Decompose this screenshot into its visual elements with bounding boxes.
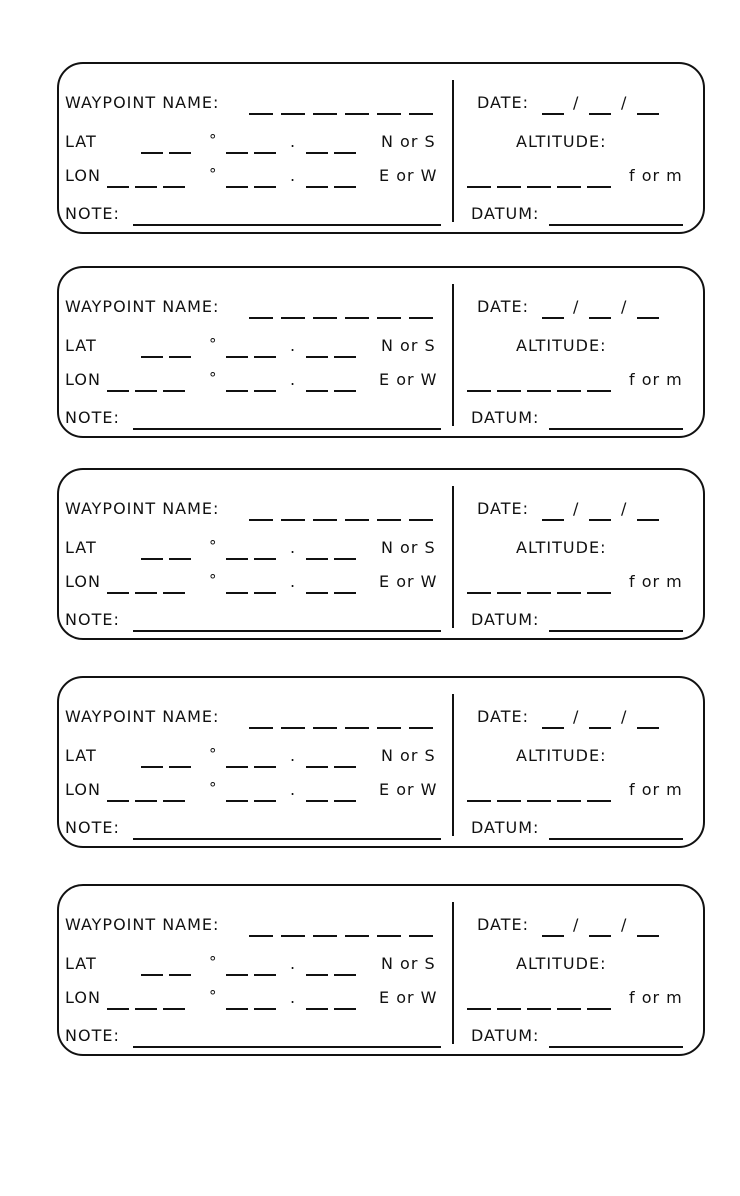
altitude-unit-label: f or m xyxy=(629,780,683,799)
altitude-blank[interactable] xyxy=(527,592,551,594)
waypoint-name-blank[interactable] xyxy=(345,935,369,937)
lat-minute-blank[interactable] xyxy=(226,766,248,768)
lat-decimal-blank[interactable] xyxy=(334,152,356,154)
waypoint-name-row xyxy=(59,296,707,322)
note-row xyxy=(59,817,707,843)
degree-symbol: ° xyxy=(209,369,218,387)
datum-blank[interactable] xyxy=(549,1046,683,1048)
waypoint-name-blank[interactable] xyxy=(313,935,337,937)
lat-decimal-blank[interactable] xyxy=(306,558,328,560)
date-year-blank[interactable] xyxy=(637,317,659,319)
waypoint-name-label: WAYPOINT NAME: xyxy=(65,707,220,726)
waypoint-card xyxy=(57,468,705,640)
east-west-label: E or W xyxy=(379,166,438,185)
lat-decimal-blank[interactable] xyxy=(334,974,356,976)
waypoint-name-blank[interactable] xyxy=(409,727,433,729)
lon-minute-blank[interactable] xyxy=(254,186,276,188)
lat-degree-blank[interactable] xyxy=(169,356,191,358)
waypoint-name-label: WAYPOINT NAME: xyxy=(65,915,220,934)
note-row xyxy=(59,407,707,433)
lat-minute-blank[interactable] xyxy=(254,356,276,358)
waypoint-name-blank[interactable] xyxy=(281,727,305,729)
waypoint-name-blank[interactable] xyxy=(409,519,433,521)
waypoint-name-blank[interactable] xyxy=(345,317,369,319)
east-west-label: E or W xyxy=(379,370,438,389)
altitude-blank[interactable] xyxy=(467,390,491,392)
lat-degree-blank[interactable] xyxy=(169,152,191,154)
degree-symbol: ° xyxy=(209,953,218,971)
lon-minute-blank[interactable] xyxy=(254,1008,276,1010)
altitude-blank[interactable] xyxy=(557,1008,581,1010)
waypoint-name-blank[interactable] xyxy=(249,519,273,521)
lat-decimal-blank[interactable] xyxy=(306,152,328,154)
lat-decimal-blank[interactable] xyxy=(306,356,328,358)
waypoint-name-blank[interactable] xyxy=(281,317,305,319)
lon-decimal-blank[interactable] xyxy=(306,1008,328,1010)
date-label: DATE: xyxy=(477,707,530,726)
altitude-blank[interactable] xyxy=(587,800,611,802)
lat-degree-blank[interactable] xyxy=(141,558,163,560)
altitude-blank[interactable] xyxy=(467,800,491,802)
note-label: NOTE: xyxy=(65,610,120,629)
date-day-blank[interactable] xyxy=(589,317,611,319)
datum-label: DATUM: xyxy=(471,818,540,837)
lat-degree-blank[interactable] xyxy=(141,974,163,976)
waypoint-name-blank[interactable] xyxy=(249,935,273,937)
longitude-row xyxy=(59,779,707,805)
altitude-label: ALTITUDE: xyxy=(516,538,607,557)
lat-degree-blank[interactable] xyxy=(141,356,163,358)
altitude-unit-label: f or m xyxy=(629,572,683,591)
decimal-point: . xyxy=(290,572,297,591)
date-day-blank[interactable] xyxy=(589,113,611,115)
lon-degree-blank[interactable] xyxy=(135,800,157,802)
waypoint-name-blank[interactable] xyxy=(377,519,401,521)
longitude-row xyxy=(59,165,707,191)
north-south-label: N or S xyxy=(381,538,436,557)
waypoint-name-label: WAYPOINT NAME: xyxy=(65,93,220,112)
latitude-label: LAT xyxy=(65,954,97,973)
lon-decimal-blank[interactable] xyxy=(334,390,356,392)
note-blank[interactable] xyxy=(133,1046,441,1048)
waypoint-name-blank[interactable] xyxy=(249,113,273,115)
altitude-blank[interactable] xyxy=(467,1008,491,1010)
date-slash: / xyxy=(573,93,580,112)
latitude-label: LAT xyxy=(65,746,97,765)
lon-degree-blank[interactable] xyxy=(163,390,185,392)
altitude-blank[interactable] xyxy=(557,592,581,594)
altitude-blank[interactable] xyxy=(557,186,581,188)
waypoint-name-blank[interactable] xyxy=(281,113,305,115)
lat-minute-blank[interactable] xyxy=(254,766,276,768)
waypoint-name-blank[interactable] xyxy=(377,935,401,937)
lon-degree-blank[interactable] xyxy=(135,592,157,594)
lon-degree-blank[interactable] xyxy=(163,1008,185,1010)
waypoint-name-blank[interactable] xyxy=(377,113,401,115)
note-blank[interactable] xyxy=(133,428,441,430)
lon-minute-blank[interactable] xyxy=(254,592,276,594)
lat-minute-blank[interactable] xyxy=(226,558,248,560)
waypoint-name-blank[interactable] xyxy=(313,317,337,319)
degree-symbol: ° xyxy=(209,779,218,797)
lon-degree-blank[interactable] xyxy=(163,186,185,188)
north-south-label: N or S xyxy=(381,132,436,151)
waypoint-name-blank[interactable] xyxy=(281,519,305,521)
latitude-row xyxy=(59,745,707,771)
lat-minute-blank[interactable] xyxy=(254,974,276,976)
altitude-blank[interactable] xyxy=(527,390,551,392)
note-blank[interactable] xyxy=(133,224,441,226)
altitude-unit-label: f or m xyxy=(629,166,683,185)
latitude-label: LAT xyxy=(65,336,97,355)
lat-minute-blank[interactable] xyxy=(226,152,248,154)
longitude-row xyxy=(59,987,707,1013)
date-label: DATE: xyxy=(477,499,530,518)
date-slash: / xyxy=(621,297,628,316)
lon-decimal-blank[interactable] xyxy=(334,186,356,188)
altitude-label: ALTITUDE: xyxy=(516,954,607,973)
note-row xyxy=(59,609,707,635)
altitude-blank[interactable] xyxy=(527,186,551,188)
waypoint-name-row xyxy=(59,706,707,732)
lat-decimal-blank[interactable] xyxy=(306,974,328,976)
lon-minute-blank[interactable] xyxy=(254,800,276,802)
degree-symbol: ° xyxy=(209,537,218,555)
east-west-label: E or W xyxy=(379,780,438,799)
altitude-blank[interactable] xyxy=(587,1008,611,1010)
lon-decimal-blank[interactable] xyxy=(306,390,328,392)
date-month-blank[interactable] xyxy=(542,317,564,319)
note-blank[interactable] xyxy=(133,630,441,632)
altitude-blank[interactable] xyxy=(527,1008,551,1010)
decimal-point: . xyxy=(290,336,297,355)
lat-minute-blank[interactable] xyxy=(226,356,248,358)
date-month-blank[interactable] xyxy=(542,113,564,115)
latitude-row xyxy=(59,131,707,157)
north-south-label: N or S xyxy=(381,336,436,355)
degree-symbol: ° xyxy=(209,165,218,183)
altitude-label: ALTITUDE: xyxy=(516,132,607,151)
altitude-blank[interactable] xyxy=(497,800,521,802)
waypoint-name-blank[interactable] xyxy=(377,727,401,729)
lon-minute-blank[interactable] xyxy=(254,390,276,392)
altitude-blank[interactable] xyxy=(557,390,581,392)
degree-symbol: ° xyxy=(209,335,218,353)
waypoint-name-blank[interactable] xyxy=(409,113,433,115)
decimal-point: . xyxy=(290,132,297,151)
decimal-point: . xyxy=(290,166,297,185)
lon-degree-blank[interactable] xyxy=(135,390,157,392)
lat-degree-blank[interactable] xyxy=(169,558,191,560)
degree-symbol: ° xyxy=(209,987,218,1005)
lon-degree-blank[interactable] xyxy=(163,800,185,802)
lat-minute-blank[interactable] xyxy=(254,152,276,154)
waypoint-name-label: WAYPOINT NAME: xyxy=(65,297,220,316)
waypoint-name-blank[interactable] xyxy=(377,317,401,319)
waypoint-name-blank[interactable] xyxy=(345,519,369,521)
waypoint-name-blank[interactable] xyxy=(409,317,433,319)
waypoint-name-row xyxy=(59,914,707,940)
latitude-row xyxy=(59,537,707,563)
lon-minute-blank[interactable] xyxy=(226,186,248,188)
datum-label: DATUM: xyxy=(471,1026,540,1045)
lon-degree-blank[interactable] xyxy=(107,800,129,802)
waypoint-name-blank[interactable] xyxy=(281,935,305,937)
lon-minute-blank[interactable] xyxy=(226,1008,248,1010)
altitude-blank[interactable] xyxy=(467,592,491,594)
altitude-blank[interactable] xyxy=(557,800,581,802)
north-south-label: N or S xyxy=(381,746,436,765)
altitude-blank[interactable] xyxy=(527,800,551,802)
north-south-label: N or S xyxy=(381,954,436,973)
lon-decimal-blank[interactable] xyxy=(306,186,328,188)
latitude-row xyxy=(59,335,707,361)
lon-decimal-blank[interactable] xyxy=(306,800,328,802)
longitude-label: LON xyxy=(65,988,101,1007)
latitude-label: LAT xyxy=(65,132,97,151)
datum-label: DATUM: xyxy=(471,204,540,223)
datum-blank[interactable] xyxy=(549,630,683,632)
note-row xyxy=(59,1025,707,1051)
longitude-label: LON xyxy=(65,780,101,799)
altitude-unit-label: f or m xyxy=(629,988,683,1007)
east-west-label: E or W xyxy=(379,572,438,591)
lat-degree-blank[interactable] xyxy=(169,766,191,768)
datum-label: DATUM: xyxy=(471,610,540,629)
note-label: NOTE: xyxy=(65,408,120,427)
waypoint-name-blank[interactable] xyxy=(345,727,369,729)
degree-symbol: ° xyxy=(209,745,218,763)
lon-decimal-blank[interactable] xyxy=(306,592,328,594)
note-blank[interactable] xyxy=(133,838,441,840)
waypoint-name-blank[interactable] xyxy=(345,113,369,115)
waypoint-card xyxy=(57,676,705,848)
date-slash: / xyxy=(573,297,580,316)
longitude-label: LON xyxy=(65,572,101,591)
date-slash: / xyxy=(573,707,580,726)
degree-symbol: ° xyxy=(209,571,218,589)
date-slash: / xyxy=(573,915,580,934)
lon-degree-blank[interactable] xyxy=(163,592,185,594)
waypoint-name-blank[interactable] xyxy=(313,727,337,729)
lon-degree-blank[interactable] xyxy=(107,186,129,188)
lat-decimal-blank[interactable] xyxy=(334,356,356,358)
waypoint-name-blank[interactable] xyxy=(249,317,273,319)
date-slash: / xyxy=(573,499,580,518)
date-year-blank[interactable] xyxy=(637,727,659,729)
waypoint-name-label: WAYPOINT NAME: xyxy=(65,499,220,518)
lat-decimal-blank[interactable] xyxy=(334,766,356,768)
date-label: DATE: xyxy=(477,297,530,316)
waypoint-name-blank[interactable] xyxy=(313,113,337,115)
altitude-blank[interactable] xyxy=(467,186,491,188)
decimal-point: . xyxy=(290,538,297,557)
waypoint-card xyxy=(57,62,705,234)
decimal-point: . xyxy=(290,370,297,389)
note-row xyxy=(59,203,707,229)
lat-minute-blank[interactable] xyxy=(226,974,248,976)
date-day-blank[interactable] xyxy=(589,519,611,521)
lon-degree-blank[interactable] xyxy=(107,390,129,392)
date-month-blank[interactable] xyxy=(542,727,564,729)
waypoint-card xyxy=(57,884,705,1056)
datum-blank[interactable] xyxy=(549,838,683,840)
lon-decimal-blank[interactable] xyxy=(334,592,356,594)
date-label: DATE: xyxy=(477,93,530,112)
datum-blank[interactable] xyxy=(549,224,683,226)
lat-decimal-blank[interactable] xyxy=(334,558,356,560)
lon-minute-blank[interactable] xyxy=(226,390,248,392)
date-month-blank[interactable] xyxy=(542,519,564,521)
lon-degree-blank[interactable] xyxy=(107,1008,129,1010)
lat-degree-blank[interactable] xyxy=(169,974,191,976)
waypoint-name-blank[interactable] xyxy=(249,727,273,729)
degree-symbol: ° xyxy=(209,131,218,149)
lat-minute-blank[interactable] xyxy=(254,558,276,560)
altitude-blank[interactable] xyxy=(587,390,611,392)
date-slash: / xyxy=(621,499,628,518)
date-year-blank[interactable] xyxy=(637,113,659,115)
note-label: NOTE: xyxy=(65,1026,120,1045)
waypoint-name-row xyxy=(59,92,707,118)
longitude-row xyxy=(59,571,707,597)
lat-decimal-blank[interactable] xyxy=(306,766,328,768)
latitude-row xyxy=(59,953,707,979)
waypoint-card xyxy=(57,266,705,438)
latitude-label: LAT xyxy=(65,538,97,557)
lon-decimal-blank[interactable] xyxy=(334,800,356,802)
note-label: NOTE: xyxy=(65,204,120,223)
east-west-label: E or W xyxy=(379,988,438,1007)
altitude-label: ALTITUDE: xyxy=(516,336,607,355)
datum-label: DATUM: xyxy=(471,408,540,427)
lon-decimal-blank[interactable] xyxy=(334,1008,356,1010)
lat-degree-blank[interactable] xyxy=(141,766,163,768)
date-day-blank[interactable] xyxy=(589,727,611,729)
lon-degree-blank[interactable] xyxy=(135,1008,157,1010)
decimal-point: . xyxy=(290,746,297,765)
date-year-blank[interactable] xyxy=(637,519,659,521)
altitude-blank[interactable] xyxy=(497,592,521,594)
datum-blank[interactable] xyxy=(549,428,683,430)
altitude-blank[interactable] xyxy=(497,186,521,188)
lon-minute-blank[interactable] xyxy=(226,592,248,594)
lon-degree-blank[interactable] xyxy=(107,592,129,594)
date-day-blank[interactable] xyxy=(589,935,611,937)
decimal-point: . xyxy=(290,780,297,799)
note-label: NOTE: xyxy=(65,818,120,837)
date-slash: / xyxy=(621,915,628,934)
lon-minute-blank[interactable] xyxy=(226,800,248,802)
date-label: DATE: xyxy=(477,915,530,934)
altitude-blank[interactable] xyxy=(497,390,521,392)
date-month-blank[interactable] xyxy=(542,935,564,937)
decimal-point: . xyxy=(290,988,297,1007)
waypoint-name-blank[interactable] xyxy=(409,935,433,937)
waypoint-name-blank[interactable] xyxy=(313,519,337,521)
altitude-unit-label: f or m xyxy=(629,370,683,389)
longitude-label: LON xyxy=(65,166,101,185)
waypoint-name-row xyxy=(59,498,707,524)
longitude-label: LON xyxy=(65,370,101,389)
altitude-label: ALTITUDE: xyxy=(516,746,607,765)
altitude-blank[interactable] xyxy=(587,592,611,594)
date-slash: / xyxy=(621,93,628,112)
lon-degree-blank[interactable] xyxy=(135,186,157,188)
decimal-point: . xyxy=(290,954,297,973)
altitude-blank[interactable] xyxy=(497,1008,521,1010)
date-year-blank[interactable] xyxy=(637,935,659,937)
altitude-blank[interactable] xyxy=(587,186,611,188)
lat-degree-blank[interactable] xyxy=(141,152,163,154)
longitude-row xyxy=(59,369,707,395)
date-slash: / xyxy=(621,707,628,726)
